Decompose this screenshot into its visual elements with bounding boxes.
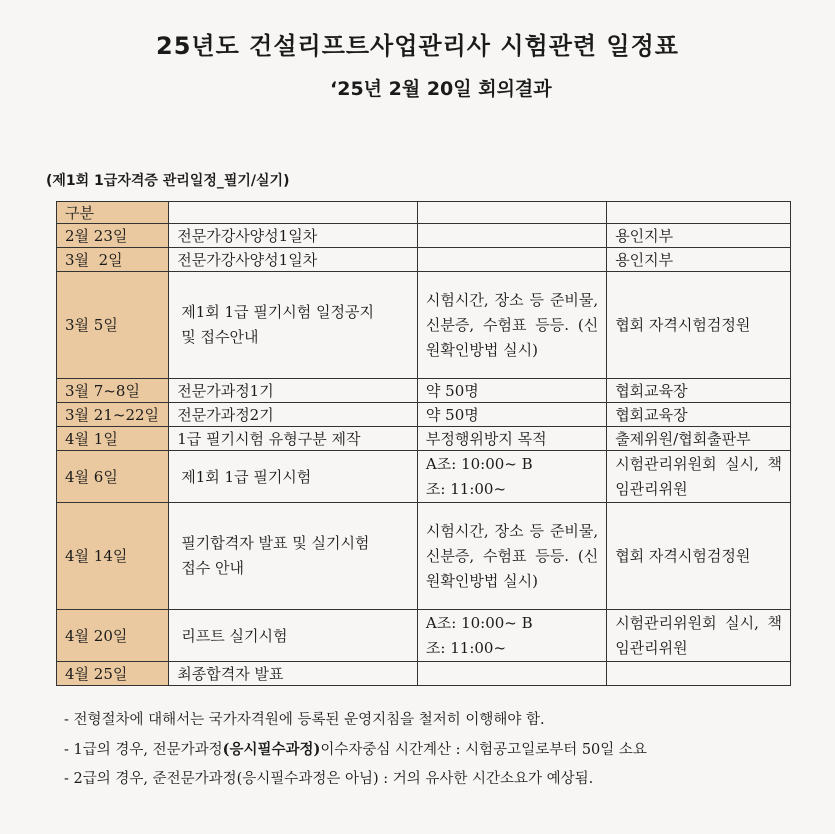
event-cell: 리프트 실기시험 (169, 610, 418, 662)
page-title: 25년도 건설리프트사업관리사 시험관련 일정표 (156, 32, 679, 60)
page-subtitle: ‘25년 2월 20일 회의결과 (330, 78, 552, 100)
date-cell: 3월 5일 (57, 272, 169, 379)
location-cell: 협회교육장 (607, 379, 791, 403)
table-row (57, 662, 791, 686)
event-cell: 전문가강사양성1일차 (169, 224, 418, 248)
detail-cell: 약 50명 (417, 403, 606, 427)
date-cell: 2월 23일 (57, 224, 169, 248)
detail-cell: 약 50명 (417, 379, 606, 403)
section-title: (제1회 1급자격증 관리일정_필기/실기) (46, 173, 290, 189)
detail-cell: A조: 10:00~ B조: 11:00~ (417, 451, 606, 503)
date-cell: 4월 25일 (57, 662, 169, 686)
note-emphasis: (응시필수과정) (222, 741, 321, 758)
header-cell (607, 202, 791, 224)
table-row (57, 272, 791, 379)
event-cell: 제1회 1급 필기시험 (169, 451, 418, 503)
location-cell: 협회 자격시험검정원 (607, 272, 791, 379)
table-row (57, 224, 791, 248)
note-line: - 전형절차에 대해서는 국가자격원에 등록된 운영지침을 철저히 이행해야 함. (64, 712, 545, 728)
date-cell: 3월 7~8일 (57, 379, 169, 403)
location-cell: 협회 자격시험검정원 (607, 503, 791, 610)
table-row (57, 248, 791, 272)
detail-cell (417, 662, 606, 686)
table-row (57, 427, 791, 451)
note-line: - 2급의 경우, 준전문가과정(응시필수과정은 아님) : 거의 유사한 시간소요가 예상됨. (64, 771, 594, 787)
header-cell (417, 202, 606, 224)
location-cell: 시험관리위원회 실시, 책임관리위원 (607, 451, 791, 503)
header-cell: 구분 (57, 202, 169, 224)
event-cell: 최종합격자 발표 (169, 662, 418, 686)
notes (64, 706, 647, 794)
detail-cell (417, 248, 606, 272)
date-cell: 4월 20일 (57, 610, 169, 662)
detail-cell: 시험시간, 장소 등 준비물, 신분증, 수험표 등등. (신원확인방법 실시) (417, 503, 606, 610)
date-cell: 3월 2일 (57, 248, 169, 272)
location-cell: 용인지부 (607, 224, 791, 248)
note-text: 이수자중심 시간계산 : 시험공고일로부터 50일 소요 (320, 742, 647, 758)
detail-cell: 부정행위방지 목적 (417, 427, 606, 451)
note-text: - 1급의 경우, 전문가과정 (64, 742, 223, 758)
schedule-table (56, 201, 791, 686)
detail-cell: 시험시간, 장소 등 준비물, 신분증, 수험표 등등. (신원확인방법 실시) (417, 272, 606, 379)
event-cell: 전문가과정2기 (169, 403, 418, 427)
table-row (57, 451, 791, 503)
event-cell: 필기합격자 발표 및 실기시험 접수 안내 (169, 503, 418, 610)
detail-cell: A조: 10:00~ B조: 11:00~ (417, 610, 606, 662)
table-header-row (57, 202, 791, 224)
header-cell (169, 202, 418, 224)
date-cell: 4월 6일 (57, 451, 169, 503)
date-cell: 4월 14일 (57, 503, 169, 610)
table-row (57, 379, 791, 403)
location-cell (607, 662, 791, 686)
date-cell: 3월 21~22일 (57, 403, 169, 427)
table-row (57, 403, 791, 427)
event-cell: 전문가과정1기 (169, 379, 418, 403)
location-cell: 용인지부 (607, 248, 791, 272)
event-cell: 1급 필기시험 유형구분 제작 (169, 427, 418, 451)
detail-cell (417, 224, 606, 248)
table-row (57, 610, 791, 662)
location-cell: 시험관리위원회 실시, 책임관리위원 (607, 610, 791, 662)
note-line (64, 735, 647, 765)
event-cell: 제1회 1급 필기시험 일정공지 및 접수안내 (169, 272, 418, 379)
table-row (57, 503, 791, 610)
event-cell: 전문가강사양성1일차 (169, 248, 418, 272)
date-cell: 4월 1일 (57, 427, 169, 451)
location-cell: 협회교육장 (607, 403, 791, 427)
location-cell: 출제위원/협회출판부 (607, 427, 791, 451)
